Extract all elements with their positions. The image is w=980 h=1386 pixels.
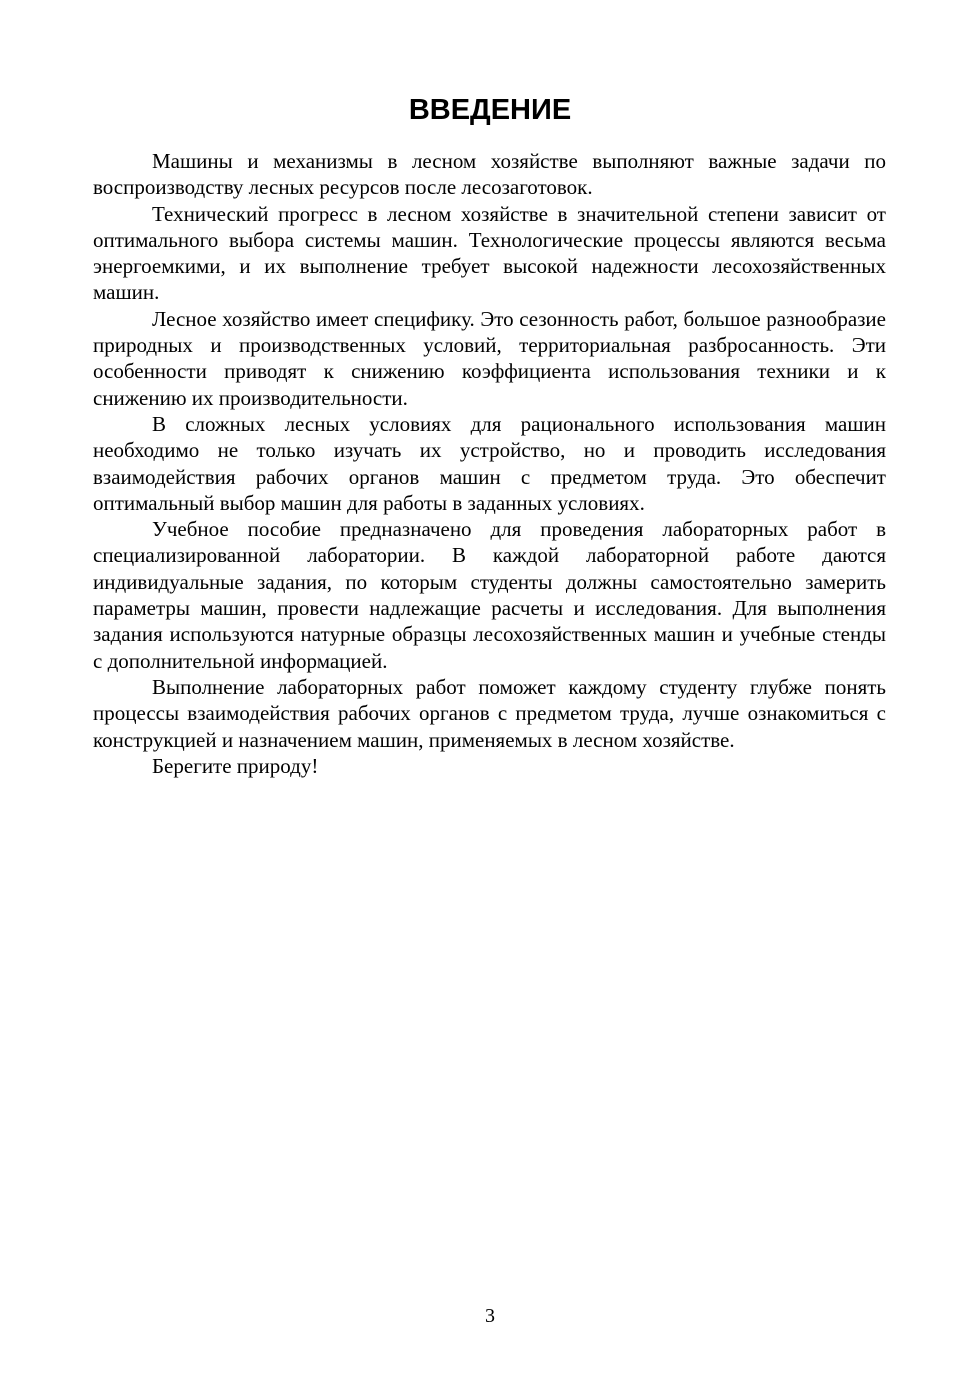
paragraph: Лесное хозяйство имеет специфику. Это сезонность работ, большое разнообразие природных и производственных условий, территориальная разбросанность. Эти особенности приводят к снижению коэффициента использования техники и к снижению их производительности. [93, 306, 886, 410]
paragraph: Учебное пособие предназначено для проведения лабораторных работ в специализированной лаборатории. В каждой лабораторной работе даются индивидуальные задания, по которым студенты должны самостоятельно замерить параметры машин, провести надлежащие расчеты и исследования. Для выполнения задания используются натурные образцы лесохозяйственных машин и учебные стенды с дополнительной информацией. [93, 517, 886, 673]
page-title: ВВЕДЕНИЕ [408, 94, 572, 126]
paragraph: Выполнение лабораторных работ поможет каждому студенту глубже понять процессы взаимодействия рабочих органов с предметом труда, лучше ознакомиться с конструкцией и назначением машин, применяемых в лесном хозяйстве. [93, 674, 886, 752]
paragraph: Машины и механизмы в лесном хозяйстве выполняют важные задачи по воспроизводству лесных ресурсов после лесозаготовок. [93, 149, 886, 200]
page-number: 3 [485, 1305, 495, 1327]
paragraph: В сложных лесных условиях для рационального использования машин необходимо не только изучать их устройство, но и проводить исследования взаимодействия рабочих органов машин с предметом труда. Это обеспечит оптимальный выбор машин для работы в заданных условиях. [93, 411, 886, 515]
body-text [93, 148, 886, 779]
paragraph: Технический прогресс в лесном хозяйстве в значительной степени зависит от оптимального выбора системы машин. Технологические процессы являются весьма энергоемкими, и их выполнение требует высокой надежности лесохозяйственных машин. [93, 201, 886, 305]
paragraph: Берегите природу! [152, 753, 319, 778]
